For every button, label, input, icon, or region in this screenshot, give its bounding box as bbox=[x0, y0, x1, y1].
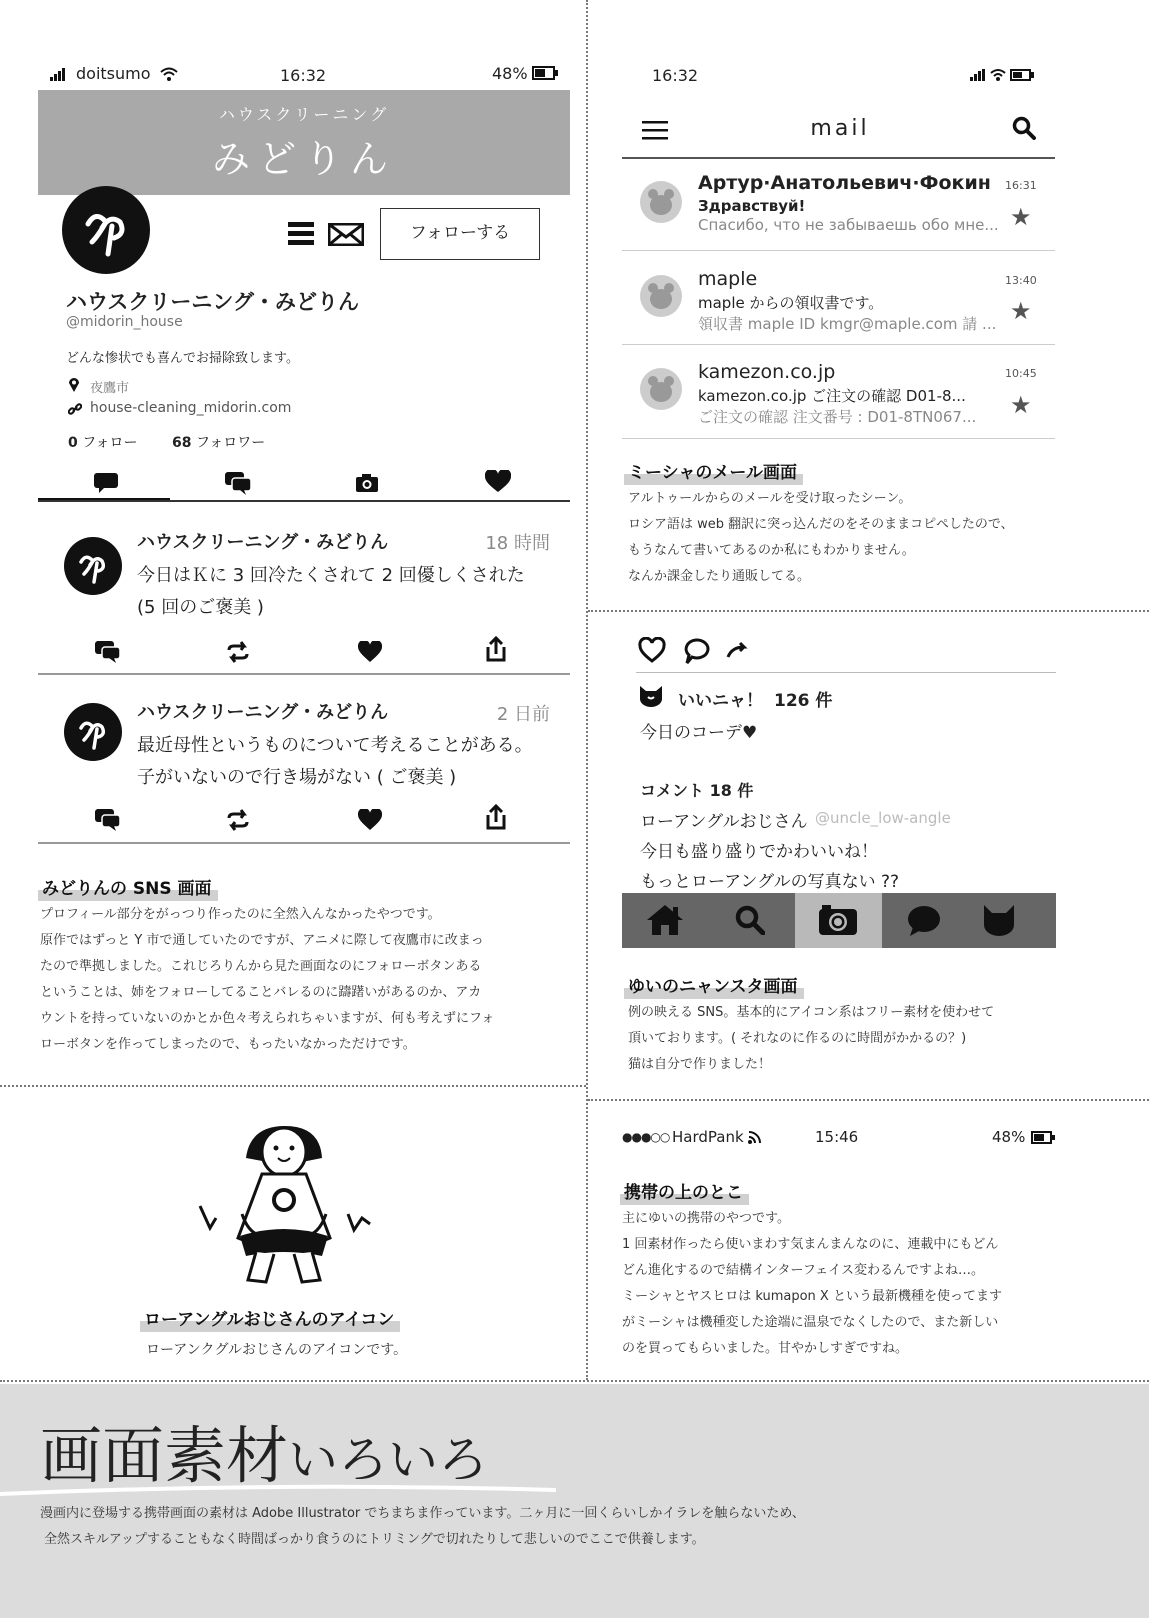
star-icon[interactable]: ★ bbox=[1010, 391, 1032, 419]
heart-outline-icon[interactable] bbox=[638, 637, 666, 663]
battery-icon bbox=[1010, 69, 1034, 81]
tab-divider bbox=[38, 500, 570, 502]
divider-right-2 bbox=[588, 1099, 1149, 1101]
followers-label: フォロワー bbox=[195, 435, 266, 451]
mail-preview: Спасибо, что не забываешь обо мне... bbox=[698, 216, 999, 234]
post-author: ハウスクリーニング・みどりん bbox=[137, 702, 389, 723]
bottom-nav bbox=[622, 893, 1056, 948]
caption-line: 主にゆいの携帯のやつです。 bbox=[622, 1211, 790, 1226]
caption-line: 1 回素材作ったら使いまわす気まんまんなのに、連載中にもどん bbox=[622, 1237, 999, 1252]
chat-bubble-icon[interactable] bbox=[907, 905, 941, 937]
mail-sender: kamezon.co.jp bbox=[698, 361, 836, 383]
profile-handle: @midorin_house bbox=[66, 314, 183, 330]
camera-icon[interactable] bbox=[818, 904, 858, 936]
post-time: 2 日前 bbox=[496, 704, 550, 725]
mail-status-time: 16:32 bbox=[652, 66, 699, 85]
likes-count: 126 件 bbox=[774, 691, 833, 711]
battery-icon bbox=[1031, 1131, 1055, 1144]
profile-bio: どんな惨状でも喜んでお掃除致します。 bbox=[66, 351, 299, 366]
mail-caption-title: ミーシャのメール画面 bbox=[624, 458, 803, 485]
mail-subject: kamezon.co.jp ご注文の確認 D01-8... bbox=[698, 387, 966, 405]
caption-line: ウントを持っていないのかとか色々考えられちゃいますが、何も考えずにフォ bbox=[40, 1011, 495, 1026]
post-text-line2: 子がいないので行き場がない ( ご褒美 ) bbox=[137, 767, 457, 788]
uncle-icon-desc: ローアンクグルおじさんのアイコンです。 bbox=[146, 1342, 408, 1358]
caption-line: 例の映える SNS。基本的にアイコン系はフリー素材を使わせて bbox=[628, 1005, 995, 1020]
caption-line: ロシア語は web 翻訳に突っ込んだのをそのままコピペしたので、 bbox=[628, 517, 1014, 532]
caption-line: どん進化するので結構インターフェイス変わるんですよね…。 bbox=[622, 1263, 985, 1278]
mail-preview: 領収書 maple ID kmgr@maple.com 請 ... bbox=[698, 315, 997, 333]
bear-icon bbox=[640, 181, 682, 223]
reply-icon[interactable] bbox=[94, 640, 121, 663]
post-text-line2: (5 回のご褒美 ) bbox=[137, 597, 264, 618]
followers-count: 68 bbox=[172, 435, 192, 451]
retweet-icon[interactable] bbox=[226, 809, 250, 831]
comment-bubble-icon[interactable] bbox=[682, 637, 710, 665]
post-time: 18 時間 bbox=[485, 533, 550, 554]
profile-website[interactable]: house-cleaning_midorin.com bbox=[90, 400, 292, 416]
comment-text-2: もっとローアングルの写真ない ?? bbox=[640, 872, 900, 892]
mail-preview: ご注文の確認 注文番号 : D01-8TN067... bbox=[698, 408, 977, 426]
share-icon[interactable] bbox=[484, 804, 508, 830]
comments-count: コメント 18 件 bbox=[640, 781, 754, 800]
star-icon[interactable]: ★ bbox=[1010, 203, 1032, 231]
wifi-icon bbox=[160, 67, 178, 81]
profile-avatar[interactable] bbox=[62, 186, 150, 274]
post-caption: 今日のコーデ♥ bbox=[640, 723, 758, 743]
share-arrow-icon[interactable] bbox=[726, 641, 750, 659]
bear-icon bbox=[640, 368, 682, 410]
mail-header-divider bbox=[622, 157, 1055, 159]
divider-footer bbox=[0, 1380, 1149, 1382]
location-pin-icon bbox=[68, 377, 80, 393]
mail-sender: Артур·Анатольевич·Фокин bbox=[698, 172, 991, 194]
mail-time: 13:40 bbox=[1005, 274, 1037, 287]
footer-title-kana: いろいろ bbox=[288, 1431, 489, 1489]
midorin-logo-icon bbox=[64, 537, 122, 595]
retweet-icon[interactable] bbox=[226, 641, 250, 663]
cat-profile-icon[interactable] bbox=[982, 903, 1016, 937]
mail-divider bbox=[622, 438, 1055, 439]
caption-line: のを買ってもらいました。甘やかしすぎですね。 bbox=[622, 1341, 909, 1356]
signal-icon bbox=[970, 69, 986, 81]
divider-right-1 bbox=[588, 610, 1149, 612]
mail-time: 16:31 bbox=[1005, 179, 1037, 192]
caption-line: アルトゥールからのメールを受け取ったシーン。 bbox=[628, 491, 912, 506]
battery-icon bbox=[532, 66, 558, 80]
footer-title bbox=[40, 1406, 488, 1495]
following-stat[interactable] bbox=[68, 432, 138, 452]
actions-divider bbox=[636, 672, 1056, 673]
post-divider bbox=[38, 673, 570, 675]
bear-icon bbox=[640, 275, 682, 317]
follow-button[interactable] bbox=[380, 208, 540, 260]
uncle-icon-title: ローアングルおじさんのアイコン bbox=[140, 1305, 400, 1332]
rss-wifi-icon bbox=[748, 1131, 761, 1144]
mail-divider bbox=[622, 344, 1055, 345]
divider-vertical bbox=[586, 0, 588, 1380]
mail-sender: maple bbox=[698, 268, 758, 290]
caption-line: もうなんて書いてあるのか私にもわかりません。 bbox=[628, 543, 915, 558]
search-icon[interactable] bbox=[735, 905, 765, 935]
reply-icon[interactable] bbox=[94, 808, 121, 831]
mail-time: 10:45 bbox=[1005, 367, 1037, 380]
battery-percent: 48% bbox=[492, 64, 528, 83]
home-icon[interactable] bbox=[646, 904, 684, 936]
like-icon[interactable] bbox=[358, 809, 382, 831]
sender-avatar bbox=[640, 181, 682, 223]
likes-label: いいニャ！ bbox=[678, 691, 763, 711]
carrier-name: HardPank bbox=[672, 1128, 744, 1146]
post-avatar[interactable] bbox=[64, 703, 122, 761]
post-divider bbox=[38, 842, 570, 844]
banner-small-text: ハウスクリーニング bbox=[218, 105, 390, 124]
post-text-line1: 最近母性というものについて考えることがある。 bbox=[137, 735, 533, 756]
following-count: 0 bbox=[68, 435, 78, 451]
midorin-logo-icon bbox=[64, 703, 122, 761]
commenter-name: ローアングルおじさん bbox=[640, 812, 808, 832]
mail-caption-text bbox=[628, 486, 1128, 590]
tab-likes-icon[interactable] bbox=[485, 470, 511, 493]
status-time: 15:46 bbox=[815, 1128, 859, 1146]
caption-line: 原作ではずっと Y 市で通していたのですが、アニメに際して夜鷹市に改まっ bbox=[40, 933, 484, 948]
wifi-icon bbox=[990, 68, 1006, 81]
sns-caption-title: みどりんの SNS 画面 bbox=[38, 874, 218, 901]
caption-line: プロフィール部分をがっつり作ったのに全然入んなかったやつです。 bbox=[40, 907, 441, 922]
sender-avatar bbox=[640, 275, 682, 317]
signal-dots-icon: ●●●○○ bbox=[622, 1130, 670, 1144]
tab-media-icon[interactable] bbox=[355, 474, 379, 493]
statusbar-caption-text bbox=[622, 1206, 1132, 1362]
caption-line: ミーシャとヤスヒロは kumapon X という最新機種を使ってます bbox=[622, 1289, 1002, 1304]
mail-envelope-icon[interactable] bbox=[328, 223, 364, 246]
link-icon bbox=[68, 402, 82, 416]
following-label: フォロー bbox=[82, 435, 138, 451]
menu-list-icon[interactable] bbox=[288, 222, 314, 246]
commenter-handle[interactable]: @uncle_low-angle bbox=[815, 809, 951, 827]
mail-divider bbox=[622, 250, 1055, 251]
caption-line: ローボタンを作ってしまったので、もったいなかっただけです。 bbox=[40, 1037, 416, 1052]
star-icon[interactable]: ★ bbox=[1010, 297, 1032, 325]
statusbar-caption-title: 携帯の上のとこ bbox=[620, 1178, 749, 1205]
caption-line: たので準拠しました。これじろりんから見た画面なのにフォローボタンある bbox=[40, 959, 482, 974]
sender-avatar bbox=[640, 368, 682, 410]
follow-button-label: フォローする bbox=[409, 223, 511, 243]
search-icon[interactable] bbox=[1012, 116, 1036, 140]
post-text-line1: 今日はＫに 3 回冷たくされて 2 回優しくされた bbox=[137, 565, 525, 586]
footer-title-kanji: 画面素材 bbox=[40, 1419, 289, 1492]
carrier-name: doitsumo bbox=[76, 64, 151, 83]
caption-line: がミーシャは機種変した途端に温泉でなくしたので、また新しい bbox=[622, 1315, 999, 1330]
share-icon[interactable] bbox=[484, 636, 508, 662]
caption-line: なんか課金したり通販してる。 bbox=[628, 569, 811, 584]
profile-name: ハウスクリーニング・みどりん bbox=[66, 290, 359, 314]
footer-panel bbox=[0, 1384, 1149, 1618]
footer-line-2: 全然スキルアップすることもなく時間ばっかり食うのにトリミングで切れたりして悲しいのでここで供養します。 bbox=[44, 1532, 705, 1547]
divider-left bbox=[0, 1085, 586, 1087]
battery-percent: 48% bbox=[992, 1128, 1026, 1146]
mail-subject: Здравствуй! bbox=[698, 197, 806, 215]
cat-like-icon bbox=[638, 685, 664, 707]
banner-big-text: みどりん bbox=[211, 137, 396, 181]
nyansta-caption-title: ゆいのニャンスタ画面 bbox=[624, 972, 804, 999]
like-icon[interactable] bbox=[358, 641, 382, 663]
profile-location: 夜鷹市 bbox=[90, 381, 130, 396]
profile-banner bbox=[38, 90, 570, 195]
low-angle-uncle-illustration bbox=[190, 1118, 380, 1288]
midorin-logo-icon bbox=[62, 186, 150, 274]
nyansta-caption-text bbox=[628, 1000, 1128, 1078]
tab-replies-icon[interactable] bbox=[224, 471, 252, 495]
caption-line: 頂いております。( それなのに作るのに時間がかかるの？) bbox=[628, 1031, 967, 1046]
caption-line: 猫は自分で作りました！ bbox=[628, 1057, 772, 1072]
status-time: 16:32 bbox=[280, 66, 327, 85]
caption-line: ということは、姉をフォローしてることバレるのに躊躇いがあるのか、アカ bbox=[40, 985, 482, 1000]
post-avatar[interactable] bbox=[64, 537, 122, 595]
footer-line-1: 漫画内に登場する携帯画面の素材は Adobe Illustrator でちまちま作っています。二ヶ月に一回くらいしかイラレを触らないため、 bbox=[40, 1506, 805, 1521]
tab-tweets-icon[interactable] bbox=[93, 472, 119, 494]
hamburger-menu-icon[interactable] bbox=[642, 121, 668, 140]
followers-stat[interactable] bbox=[172, 432, 265, 452]
mail-app-title: mail bbox=[810, 116, 870, 141]
post-author: ハウスクリーニング・みどりん bbox=[137, 532, 389, 553]
mail-subject: maple からの領収書です。 bbox=[698, 294, 884, 312]
signal-icon bbox=[50, 68, 66, 81]
comment-text-1: 今日も盛り盛りでかわいいね！ bbox=[640, 842, 878, 862]
sns-caption-text bbox=[40, 902, 580, 1058]
title-underline-stroke bbox=[0, 1484, 560, 1498]
